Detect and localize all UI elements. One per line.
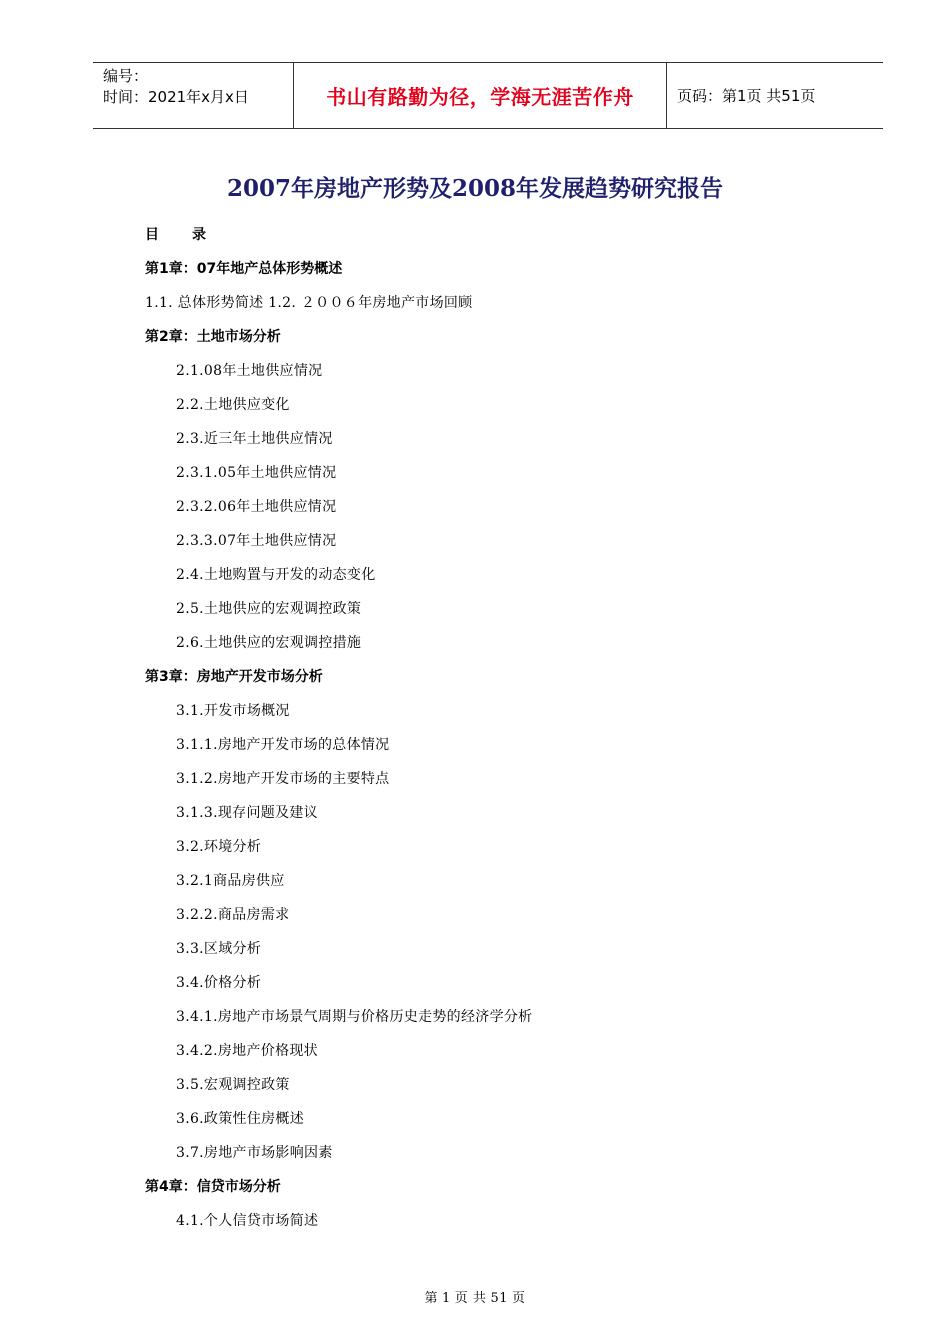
toc-entry: 3.4.2.房地产价格现状 <box>176 1043 318 1059</box>
toc-chapter: 第1章：07年地产总体形势概述 <box>145 261 343 277</box>
toc-entry: 3.1.1.房地产开发市场的总体情况 <box>176 737 390 753</box>
header-page-info: 页码：第1页 共51页 <box>677 87 816 105</box>
toc-entry: 3.2.环境分析 <box>176 839 262 855</box>
toc-entry: 3.1.3.现存问题及建议 <box>176 805 318 821</box>
time-label: 时间：2021年x月x日 <box>103 88 249 106</box>
toc-entry: 2.4.土地购置与开发的动态变化 <box>176 567 376 583</box>
toc-entry: 2.3.近三年土地供应情况 <box>176 431 333 447</box>
toc-heading: 目 录 <box>145 227 206 243</box>
page-footer <box>0 1287 950 1306</box>
header-motto: 书山有路勤为径，学海无涯苦作舟 <box>294 63 667 128</box>
toc-entry: 3.4.1.房地产市场景气周期与价格历史走势的经济学分析 <box>176 1009 533 1025</box>
toc-entry: 3.6.政策性住房概述 <box>176 1111 305 1127</box>
toc-chapter: 第2章：土地市场分析 <box>145 329 281 345</box>
toc-chapter: 第4章：信贷市场分析 <box>145 1179 281 1195</box>
toc-entry: 2.6.土地供应的宏观调控措施 <box>176 635 362 651</box>
footer-total: 51 <box>490 1291 508 1306</box>
toc-chapter: 第3章：房地产开发市场分析 <box>145 669 323 685</box>
toc-entry: 3.3.区域分析 <box>176 941 262 957</box>
number-label: 编号： <box>103 67 149 85</box>
toc-entry: 2.3.3.07年土地供应情况 <box>176 533 337 549</box>
toc-entry: 3.2.1商品房供应 <box>176 873 285 889</box>
page-header <box>93 62 883 129</box>
toc-entry: 2.1.08年土地供应情况 <box>176 363 323 379</box>
toc-entry: 1.1. 总体形势简述 1.2. ２００６年房地产市场回顾 <box>145 295 473 311</box>
toc-entry: 2.3.1.05年土地供应情况 <box>176 465 337 481</box>
toc-entry: 3.1.开发市场概况 <box>176 703 290 719</box>
toc-entry: 3.5.宏观调控政策 <box>176 1077 290 1093</box>
footer-suffix: 页 <box>511 1291 526 1306</box>
toc-entry: 4.1.个人信贷市场简述 <box>176 1213 319 1229</box>
footer-page: 1 <box>442 1291 451 1306</box>
toc-entry: 2.5.土地供应的宏观调控政策 <box>176 601 362 617</box>
toc-entry: 3.2.2.商品房需求 <box>176 907 290 923</box>
toc-entry: 3.4.价格分析 <box>176 975 262 991</box>
document-title: 2007年房地产形势及2008年发展趋势研究报告 <box>226 175 724 202</box>
header-meta <box>93 63 294 128</box>
toc-entry: 2.2.土地供应变化 <box>176 397 290 413</box>
footer-prefix: 第 <box>424 1291 439 1306</box>
toc-entry: 3.1.2.房地产开发市场的主要特点 <box>176 771 390 787</box>
footer-mid: 页 共 <box>454 1291 487 1306</box>
toc-entry: 2.3.2.06年土地供应情况 <box>176 499 337 515</box>
toc-entry: 3.7.房地产市场影响因素 <box>176 1145 333 1161</box>
